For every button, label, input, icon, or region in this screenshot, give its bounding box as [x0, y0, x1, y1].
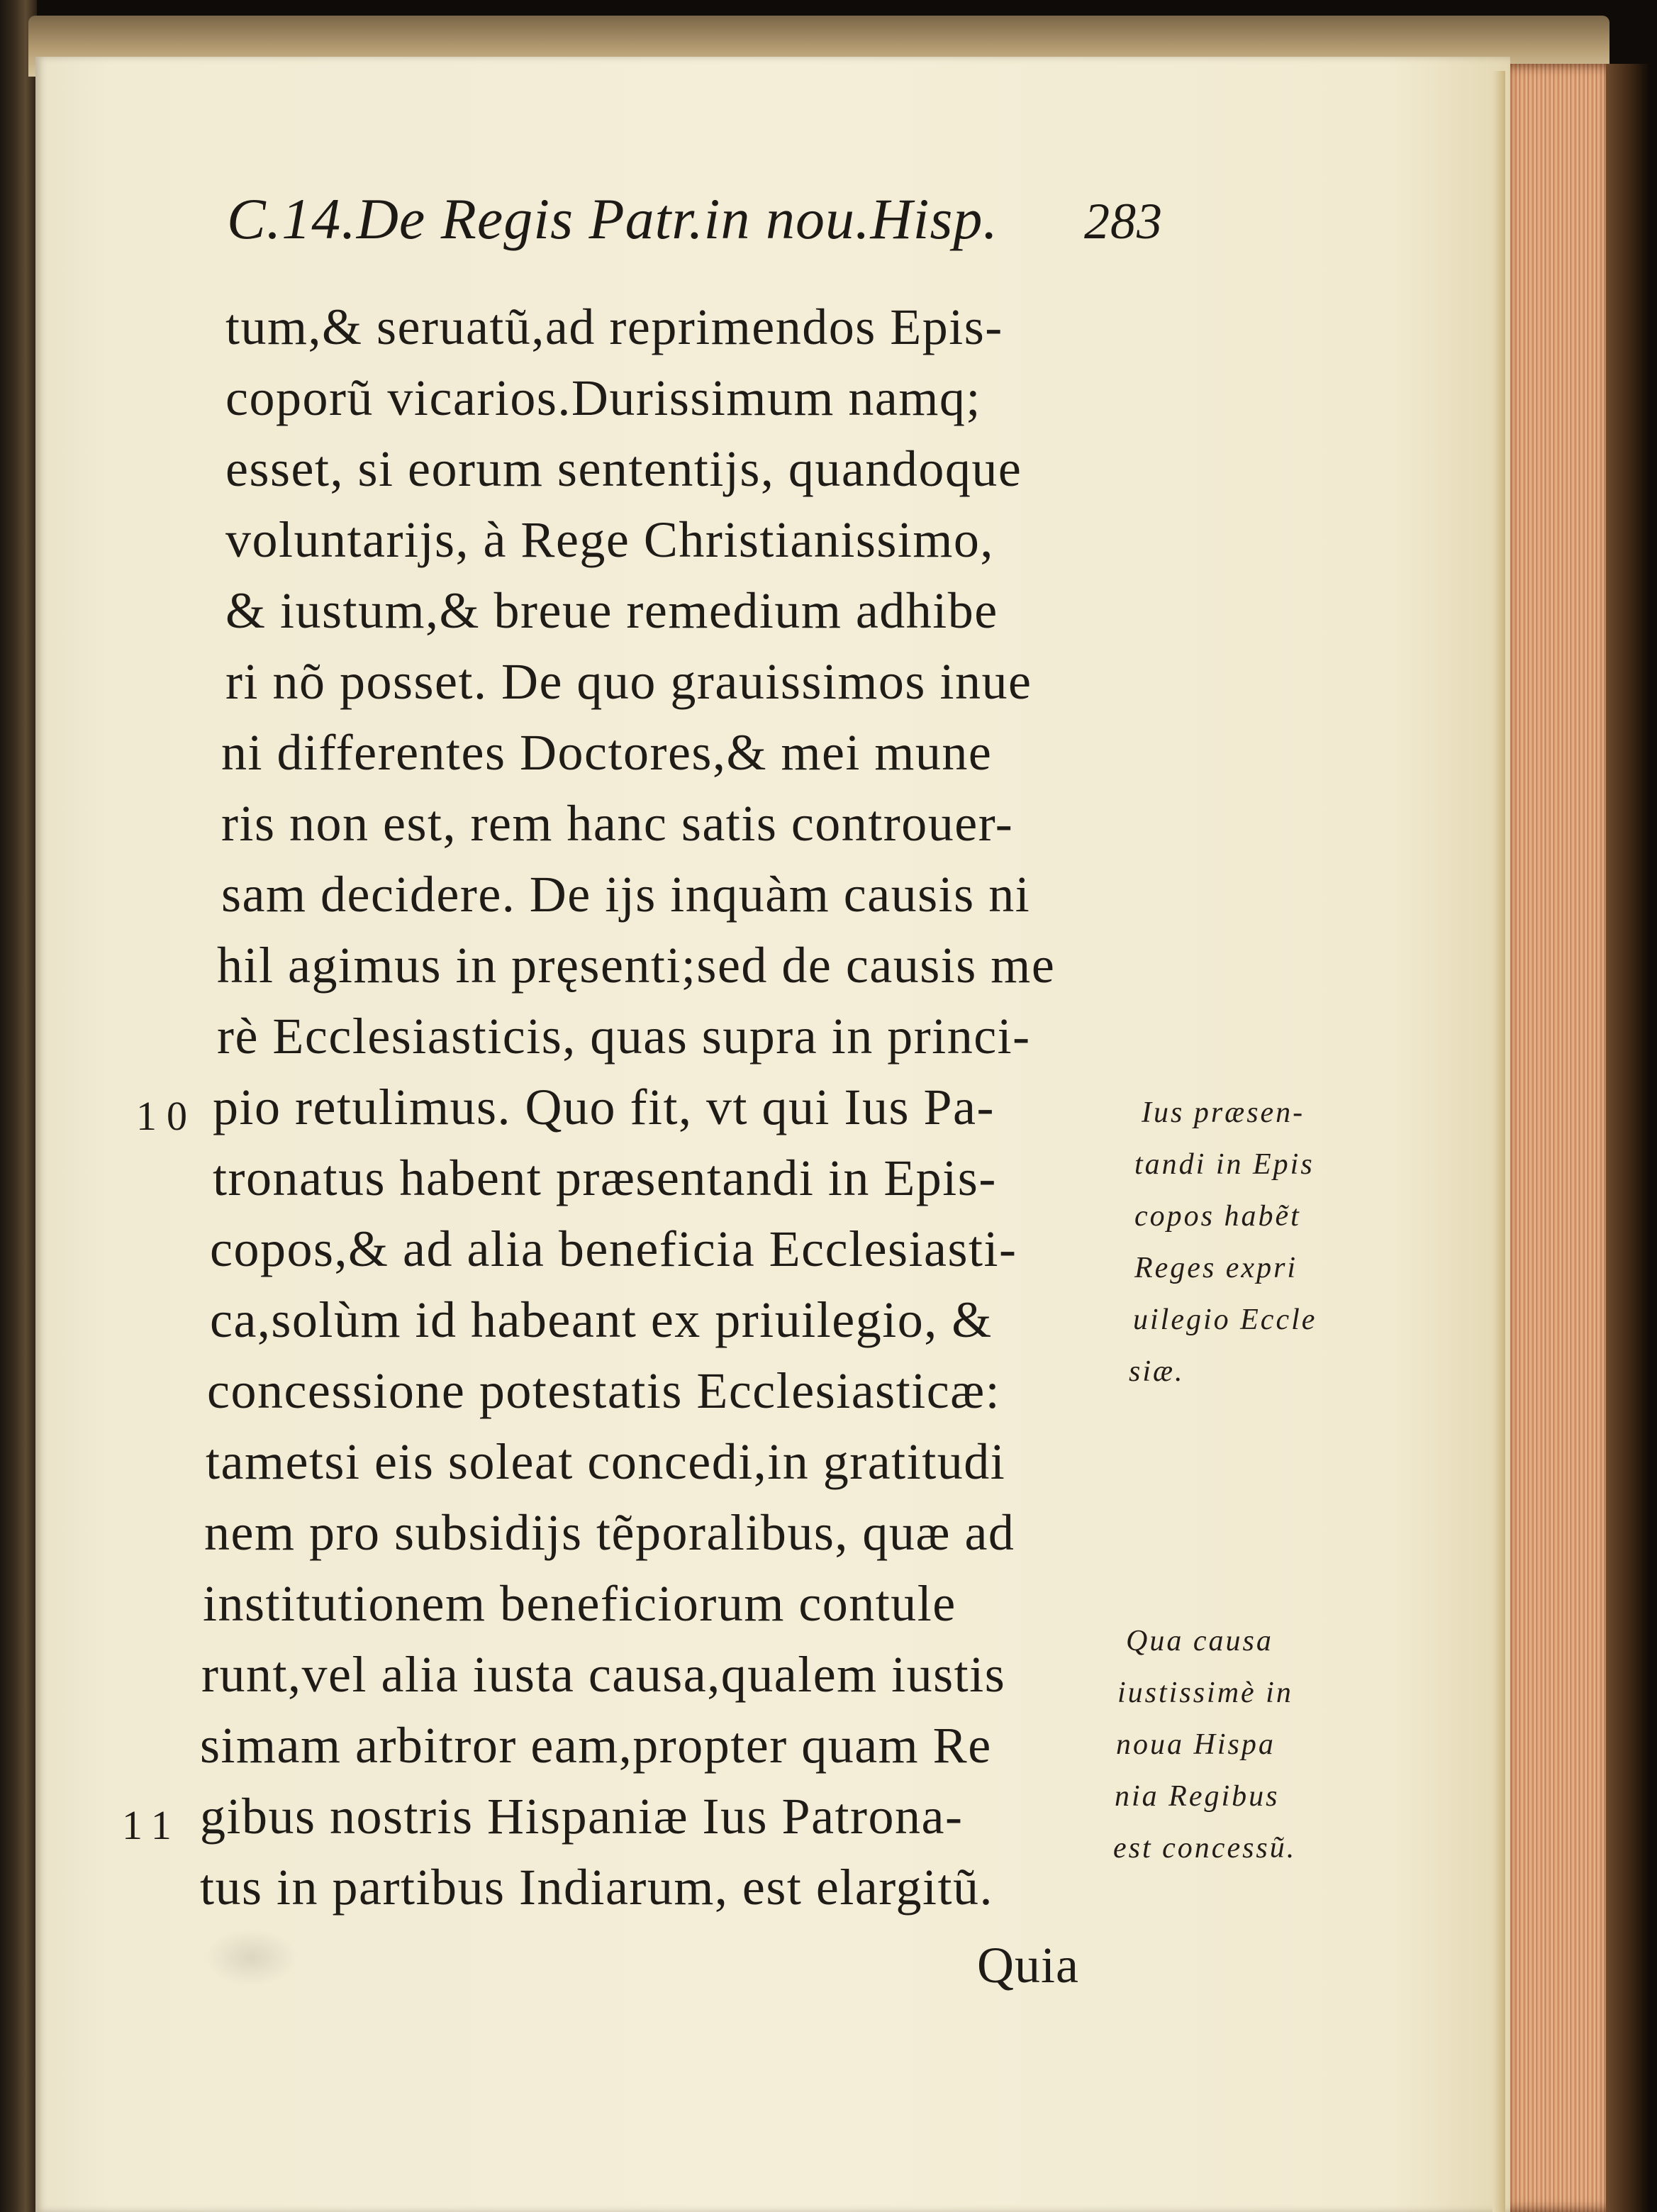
margin-note-line: copos habẽt: [1134, 1200, 1301, 1233]
text-line: simam arbitror eam,propter quam Re: [200, 1717, 992, 1774]
margin-note-line: noua Hispa: [1116, 1728, 1276, 1761]
margin-note-line: siæ.: [1129, 1355, 1185, 1388]
margin-note-line: uilegio Eccle: [1133, 1304, 1317, 1336]
page-outer-edge: [1493, 71, 1505, 2212]
text-line: ris non est, rem hanc satis controuer-: [221, 795, 1014, 852]
line-number: 11: [122, 1802, 182, 1848]
text-line: concessione potestatis Ecclesiasticæ:: [207, 1362, 1001, 1419]
margin-note-line: iustissimè in: [1117, 1677, 1293, 1709]
running-header: [227, 186, 1163, 252]
text-line: hil agimus in pręsenti;sed de causis me: [217, 937, 1056, 994]
running-title: C.14.De Regis Patr.in nou.Hisp.: [227, 187, 998, 251]
text-line: ni differentes Doctores,& mei mune: [221, 724, 993, 781]
text-line: coporũ vicarios.Durissimum namq;: [225, 369, 981, 426]
text-line: gibus nostris Hispaniæ Ius Patrona-: [200, 1788, 964, 1845]
margin-note-line: Ius præsen-: [1142, 1096, 1305, 1129]
text-line: ri nõ posset. De quo grauissimos inue: [225, 653, 1032, 710]
line-number: 10: [136, 1093, 197, 1139]
catchword: Quia: [977, 1937, 1079, 1994]
margin-note-line: Qua causa: [1126, 1625, 1273, 1657]
book-left-edge: [0, 0, 37, 2212]
page-number: 283: [1084, 193, 1163, 250]
text-line: esset, si eorum sententijs, quandoque: [225, 440, 1022, 497]
text-line: & iustum,& breue remedium adhibe: [225, 582, 998, 639]
ink-stain: [206, 1929, 298, 1986]
margin-note-line: est concessũ.: [1113, 1832, 1297, 1864]
text-line: nem pro subsidijs tẽporalibus, quæ ad: [204, 1504, 1015, 1561]
margin-note-line: nia Regibus: [1115, 1780, 1280, 1813]
text-line: tametsi eis soleat concedi,in gratitudi: [206, 1433, 1006, 1490]
text-line: tum,& seruatũ,ad reprimendos Epis-: [225, 299, 1003, 355]
text-line: sam decidere. De ijs inquàm causis ni: [221, 866, 1031, 923]
text-line: institutionem beneficiorum contule: [203, 1575, 956, 1632]
text-line: tronatus habent præsentandi in Epis-: [213, 1150, 997, 1206]
text-line: voluntarijs, à Rege Christianissimo,: [225, 511, 994, 568]
margin-note-line: tandi in Epis: [1134, 1148, 1315, 1181]
text-line: runt,vel alia iusta causa,qualem iustis: [201, 1646, 1006, 1703]
text-line: tus in partibus Indiarum, est elargitũ.: [200, 1859, 993, 1916]
text-line: rè Ecclesiasticis, quas supra in princi-: [217, 1008, 1031, 1065]
text-line: ca,solùm id habeant ex priuilegio, &: [210, 1291, 993, 1348]
page-fore-edge: [1503, 64, 1620, 2212]
text-line: pio retulimus. Quo fit, vt qui Ius Pa-: [213, 1079, 995, 1135]
text-line: copos,& ad alia beneficia Ecclesiasti-: [210, 1221, 1017, 1277]
margin-note-line: Reges expri: [1134, 1252, 1298, 1284]
